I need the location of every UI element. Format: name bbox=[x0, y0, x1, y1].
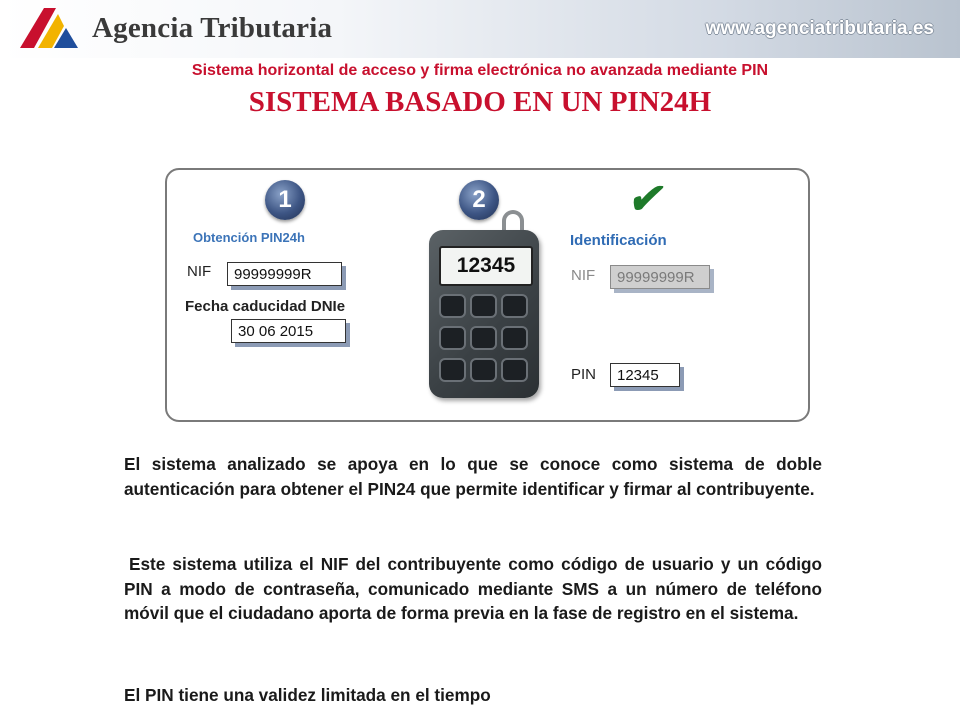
phone-key bbox=[439, 326, 466, 350]
identificacion-label: Identificación bbox=[570, 232, 667, 249]
obtencion-label: Obtención PIN24h bbox=[193, 230, 305, 245]
mobile-phone-icon bbox=[429, 230, 539, 398]
agency-name: Agencia Tributaria bbox=[92, 12, 333, 44]
phone-key bbox=[439, 294, 466, 318]
paragraph-nif-pin: Este sistema utiliza el NIF del contribuyente como código de usuario y un código PIN a modo de contraseña, comunicado mediante SMS a un número de teléfono móvil que el ciudadano aporta de forma previa en la fase de registro en el sistema. bbox=[124, 554, 822, 623]
ident-nif-field: 99999999R bbox=[610, 265, 710, 289]
step-2-badge: 2 bbox=[459, 180, 499, 220]
phone-key bbox=[439, 358, 466, 382]
paragraph-double-auth: El sistema analizado se apoya en lo que se conoce como sistema de doble autenticación para obtener el PIN24 que permite identificar y firmar al contribuyente. bbox=[124, 454, 822, 499]
pin-label: PIN bbox=[571, 366, 597, 383]
ident-nif-label: NIF bbox=[571, 267, 596, 284]
nif-label: NIF bbox=[187, 263, 212, 280]
agencia-tributaria-logo bbox=[14, 4, 84, 52]
phone-key bbox=[501, 326, 528, 350]
phone-key bbox=[470, 326, 497, 350]
check-icon: ✔ bbox=[625, 175, 671, 222]
fecha-caducidad-label: Fecha caducidad DNIe bbox=[185, 298, 346, 315]
pin-field: 12345 bbox=[610, 363, 680, 387]
phone-key bbox=[470, 294, 497, 318]
phone-key bbox=[501, 294, 528, 318]
phone-key bbox=[501, 358, 528, 382]
paragraph-pin-validity: El PIN tiene una validez limitada en el tiempo bbox=[124, 685, 491, 705]
phone-key bbox=[470, 358, 497, 382]
slide-subtitle: Sistema horizontal de acceso y firma electrónica no avanzada mediante PIN bbox=[191, 62, 769, 79]
nif-field: 99999999R bbox=[227, 262, 342, 286]
phone-screen: 12345 bbox=[439, 246, 533, 286]
header-banner bbox=[0, 0, 960, 58]
fecha-caducidad-field: 30 06 2015 bbox=[231, 319, 346, 343]
website-url[interactable]: www.agenciatributaria.es bbox=[705, 18, 934, 39]
slide-title: SISTEMA BASADO EN UN PIN24H bbox=[248, 86, 712, 118]
step-1-badge: 1 bbox=[265, 180, 305, 220]
pin24h-diagram bbox=[165, 168, 810, 422]
